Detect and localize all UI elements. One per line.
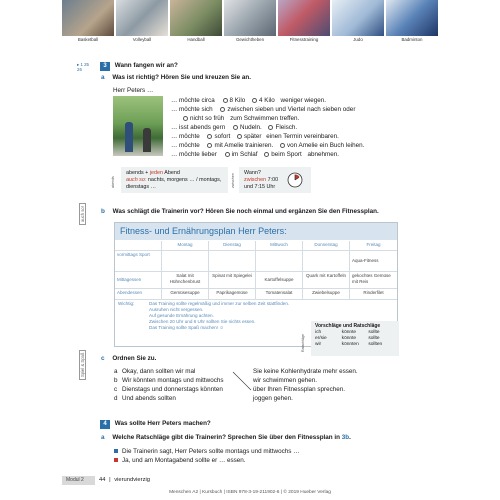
bullet-square-icon [114, 458, 118, 462]
radio-zwischen-sieben[interactable] [220, 107, 225, 112]
plan-cell: Paprikagemüse [209, 289, 256, 299]
option-line: … möchte mit Amelie trainieren. von Amelie ein Buch leihen. [171, 142, 365, 149]
section4-heading [100, 420, 211, 429]
day-header: Montag [162, 241, 209, 250]
radio-fleisch[interactable] [268, 125, 273, 130]
plan-title: Fitness- und Ernährungsplan Herr Peters: [115, 223, 397, 240]
day-header: Mittwoch [256, 241, 303, 250]
row-label: Mittagessen [115, 272, 162, 288]
section-number: 4 [100, 420, 110, 429]
task-3b-instruction: b Was schlägt die Trainerin vor? Hören Sie noch einmal und ergänzen Sie den Fitnessplan. [101, 208, 379, 215]
clock-icon [285, 170, 305, 190]
radio-buch-leihen[interactable] [280, 143, 285, 148]
match-item[interactable]: b Wir könnten montags und mittwochs [114, 377, 224, 384]
footer-copyright: Menschen A2 | Kursbuch | ISBN 978-3-19-211902-6 | © 2019 Hueber Verlag [169, 490, 331, 495]
photo-fitnesstraining [278, 0, 330, 44]
plan-row-abendessen [115, 289, 397, 300]
info-tag-zwischen: zwischen [231, 173, 235, 188]
headphones-icon: ▸ [77, 62, 80, 67]
plan-cell: Gemüsesuppe [162, 289, 209, 299]
plan-cell: Zwiebelsuppe [303, 289, 350, 299]
sports-photo-strip [62, 0, 438, 44]
note-line: Zwischen 20 Uhr und 6 Uhr sollten Sie nichts essen. [149, 319, 256, 325]
section-title: Wann fangen wir an? [114, 62, 178, 69]
match-item[interactable]: c Dienstags und donnerstags könnten [114, 386, 223, 393]
plan-cell: Salat mit Hühnchenbrust [162, 272, 209, 288]
radio-sofort[interactable] [207, 134, 212, 139]
footer-modul-tab: Modul 2 [62, 476, 95, 485]
plan-row-sport [115, 251, 397, 272]
plan-cell: Spinat mit Spiegelei [209, 272, 256, 288]
speech-bullet: Die Trainerin sagt, Herr Peters sollte montags und mittwochs … [114, 448, 299, 456]
photo-handball [170, 0, 222, 44]
day-header: Dienstag [209, 241, 256, 250]
option-line: … möchte sofort später einen Termin vereinbaren. [171, 133, 339, 140]
radio-nudeln[interactable] [233, 125, 238, 130]
day-header: Freitag [366, 242, 381, 247]
info-box-zwischen: Wann? zwischen 7:00 und 7:15 Uhr [239, 167, 311, 193]
caption: Handball [187, 37, 205, 42]
radio-nicht-so-frueh[interactable] [183, 116, 188, 121]
radio-spaeter[interactable] [237, 134, 242, 139]
match-item[interactable]: d Und abends sollten [114, 395, 176, 402]
info-box-abends: abends + jeden Abend auch so: nachts, morgens … / montags, dienstags … [121, 167, 228, 193]
photo-basketball [62, 0, 114, 44]
plan-row-mittagessen [115, 272, 397, 289]
option-line: … isst abends gern Nudeln. Fleisch. [171, 124, 298, 131]
radio-im-schlaf[interactable] [225, 152, 230, 157]
audio-track-ref: ▸ 1 25 26 [77, 62, 89, 72]
plan-cell: Kartoffelsuppe [256, 272, 303, 288]
plan-grid [115, 241, 397, 300]
photo-badminton [386, 0, 438, 44]
note-line: Das Training sollte regelmäßig und immer zur selben Zeit stattfinden. [149, 301, 290, 306]
match-target[interactable]: joggen gehen. [253, 395, 293, 402]
match-target[interactable]: Sie keine Kohlenhydrate mehr essen. [253, 368, 358, 375]
tips-tag: Ratschläge [301, 334, 305, 352]
notes-label: Wichtig: [118, 301, 135, 306]
section-number: 3 [100, 62, 110, 71]
note-line: Das Training sollte Spaß machen! ☺ [149, 325, 224, 331]
day-header: Donnerstag [303, 241, 350, 250]
side-tag-auch-so: auch so! [79, 203, 86, 225]
option-line: … möchte sich zwischen sieben und Viertel nach sieben oder [171, 106, 356, 113]
radio-beim-sport[interactable] [264, 152, 269, 157]
plan-blank-cell[interactable] [162, 251, 209, 271]
plan-blank-cell[interactable] [256, 251, 303, 271]
plan-cell: Tomatensalat [256, 289, 303, 299]
radio-mit-amelie[interactable] [207, 143, 212, 148]
section3-heading [100, 62, 178, 71]
plan-cell: Aqua-Fitness [352, 258, 379, 263]
note-line: Ausruhen nicht vergessen. [149, 307, 204, 313]
option-line: nicht so früh zum Schwimmen treffen. [183, 115, 299, 123]
plan-blank-cell[interactable] [209, 251, 256, 271]
info-tag-abends: abends [111, 176, 115, 188]
plan-cell: Quark mit Kartoffeln [303, 272, 350, 288]
herr-peters-photo [113, 96, 163, 156]
bullet-square-icon [114, 449, 118, 453]
task-3a-intro: Herr Peters … [113, 87, 154, 94]
footer-page-number: 44 | vierundvierzig [99, 477, 150, 483]
caption: Volleyball [132, 37, 152, 42]
side-tag-spiel: Spiel & Spaß [79, 350, 86, 380]
caption: Fitnesstraining [289, 37, 319, 42]
caption: Gewichtheben [235, 37, 265, 42]
photo-gewichtheben [224, 0, 276, 44]
caption: Judo [353, 37, 363, 42]
note-line: Auf gesunde Ernährung achten. [149, 313, 214, 319]
radio-8-kilo[interactable] [223, 98, 228, 103]
match-target[interactable]: wir schwimmen gehen. [253, 377, 318, 384]
tips-box: Vorschläge und Ratschläge ich könnte sollte er/sie könnte sollte wir könnten sollten [311, 321, 399, 356]
task-3a-instruction: a Was ist richtig? Hören Sie und kreuzen Sie an. [101, 74, 251, 81]
photo-judo [332, 0, 384, 44]
caption: Basketball [77, 37, 99, 42]
plan-blank-cell[interactable] [303, 251, 350, 271]
section-title: Was sollte Herr Peters machen? [114, 420, 211, 427]
task-3c-instruction: c Ordnen Sie zu. [101, 355, 157, 362]
photo-volleyball [116, 0, 168, 44]
speech-bullet: Ja, und am Montagabend sollte er … essen. [114, 457, 246, 465]
task-4a-instruction: a Welche Ratschläge gibt die Trainerin? Sprechen Sie über den Fitnessplan in 3b. [101, 434, 351, 441]
row-label: Abendessen [115, 289, 162, 299]
option-line: … möchte lieber im Schlaf beim Sport abnehmen. [171, 151, 339, 158]
plan-header-row [115, 241, 397, 251]
radio-4-kilo[interactable] [252, 98, 257, 103]
plan-cell: Rinderfilet [363, 290, 384, 295]
tips-title: Vorschläge und Ratschläge [315, 323, 381, 329]
match-item[interactable]: a Okay, dann sollten wir mal [114, 368, 196, 375]
plan-cell: gekochtes Gemüse mit Reis [352, 273, 391, 284]
row-label: vormittags Sport [115, 251, 162, 271]
caption: Badminton [401, 37, 423, 42]
match-target[interactable]: über Ihren Fitnessplan sprechen. [253, 386, 346, 393]
connector-line [233, 372, 251, 390]
option-line: … möchte circa 8 Kilo 4 Kilo weniger wiegen. [171, 97, 327, 104]
